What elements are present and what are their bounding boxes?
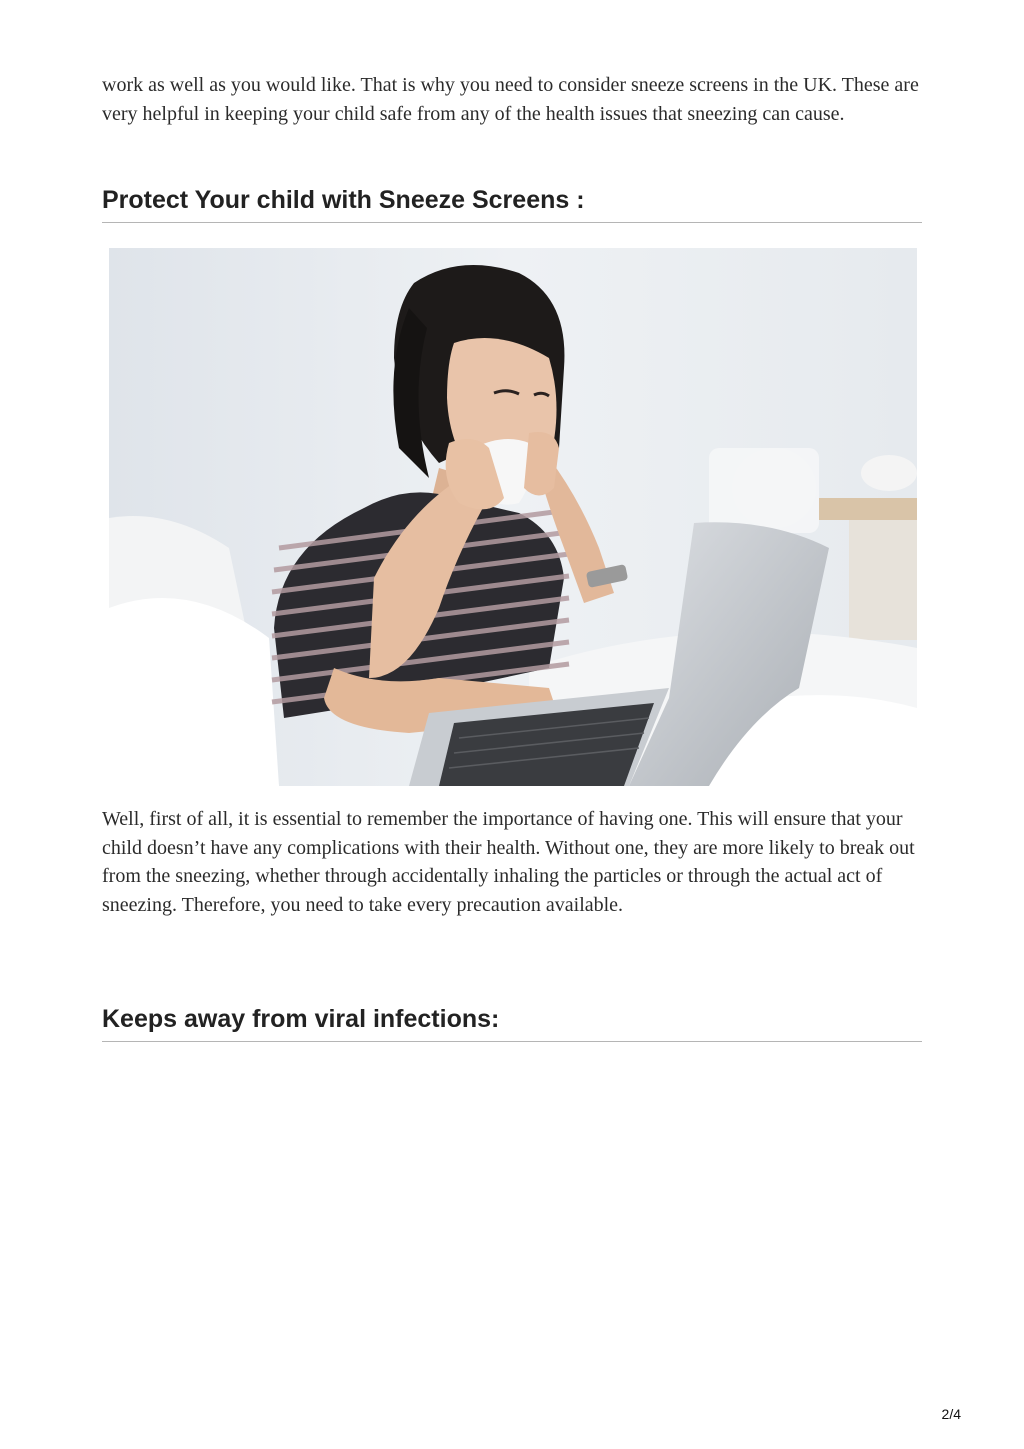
body-paragraph: Well, first of all, it is essential to remember the importance of having one. This will ensure that your child doesn’t have any complications with their health. Without one, they are more likely to break out from the sneezing, whether through accidentally inhaling the particles or through the actual act of sneezing. Therefore, you need to take every precaution available. [102,808,915,916]
section-heading-protect: Protect Your child with Sneeze Screens : [102,186,922,223]
article-photo [109,248,917,786]
intro-paragraph: work as well as you would like. That is why you need to consider sneeze screens in the UK. These are very helpful in keeping your child safe from any of the health issues that sneezing can cause. [102,74,919,125]
section-heading-viral: Keeps away from viral infections: [102,1005,922,1042]
page-number: 2/4 [941,1406,961,1422]
